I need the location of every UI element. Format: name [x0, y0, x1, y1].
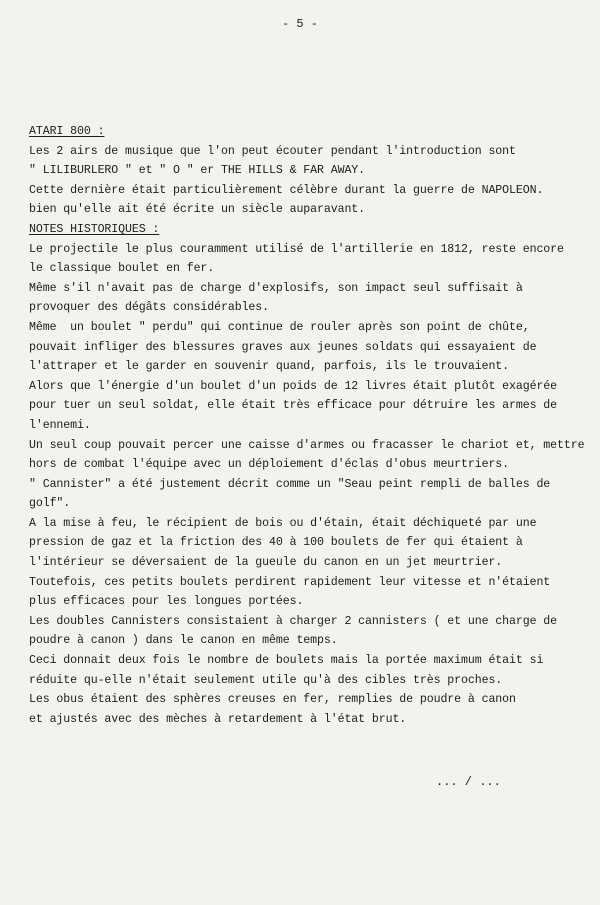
text-line: Même s'il n'avait pas de charge d'explosifs, son impact seul suffisait à: [29, 281, 523, 295]
text-line: et ajustés avec des mèches à retardement à l'état brut.: [29, 712, 407, 726]
text-line: pour tuer un seul soldat, elle était très efficace pour détruire les armes de: [29, 399, 558, 413]
text-line: Le projectile le plus couramment utilisé de l'artillerie en 1812, reste encore: [29, 242, 564, 256]
text-line: bien qu'elle ait été écrite un siècle auparavant.: [29, 203, 366, 217]
text-line: Les obus étaient des sphères creuses en fer, remplies de poudre à canon: [29, 693, 516, 707]
text-line: A la mise à feu, le récipient de bois ou d'étain, était déchiqueté par une: [29, 516, 537, 530]
text-line: " LILIBURLERO " et " O " er THE HILLS & FAR AWAY.: [29, 164, 366, 178]
text-line: pouvait infliger des blessures graves aux jeunes soldats qui essayaient de: [29, 340, 537, 354]
section-heading: NOTES HISTORIQUES :: [29, 222, 160, 236]
text-line: Alors que l'énergie d'un boulet d'un poids de 12 livres était plutôt exagérée: [29, 379, 558, 393]
text-line: pression de gaz et la friction des 40 à 100 boulets de fer qui étaient à: [29, 536, 523, 550]
section-heading: ATARI 800 :: [29, 125, 105, 138]
text-line: hors de combat l'équipe avec un déploiement d'éclas d'obus meurtriers.: [29, 458, 510, 472]
text-line: le classique boulet en fer.: [29, 262, 215, 276]
text-line: l'intérieur se déversaient de la gueule du canon en un jet meurtrier.: [29, 556, 503, 570]
text-line: l'ennemi.: [29, 418, 91, 432]
document-body: [29, 122, 591, 729]
text-line: plus efficaces pour les longues portées.: [29, 595, 304, 609]
text-line: Les 2 airs de musique que l'on peut écouter pendant l'introduction sont: [29, 144, 516, 158]
page-number: - 5 -: [281, 17, 318, 31]
text-line: Même un boulet " perdu" qui continue de rouler après son point de chûte,: [29, 320, 530, 334]
text-line: Toutefois, ces petits boulets perdirent rapidement leur vitesse et n'étaient: [29, 575, 551, 589]
text-line: Ceci donnait deux fois le nombre de boulets mais la portée maximum était si: [29, 654, 544, 668]
text-line: l'attraper et le garder en souvenir quand, parfois, ils le trouvaient.: [29, 360, 510, 374]
text-line: réduite qu-elle n'était seulement utile qu'à des cibles très proches.: [29, 673, 503, 687]
text-line: Les doubles Cannisters consistaient à charger 2 cannisters ( et une charge de: [29, 614, 558, 628]
text-line: provoquer des dégâts considérables.: [29, 301, 270, 315]
text-line: " Cannister" a été justement décrit comme un "Seau peint rempli de balles de: [29, 477, 551, 491]
text-line: Un seul coup pouvait percer une caisse d'armes ou fracasser le chariot et, mettre: [29, 438, 585, 452]
continuation-marker: ... / ...: [436, 775, 501, 789]
text-line: poudre à canon ) dans le canon en même temps.: [29, 634, 338, 648]
text-line: Cette dernière était particulièrement célèbre durant la guerre de NAPOLEON.: [29, 183, 544, 197]
text-line: golf".: [29, 497, 71, 511]
